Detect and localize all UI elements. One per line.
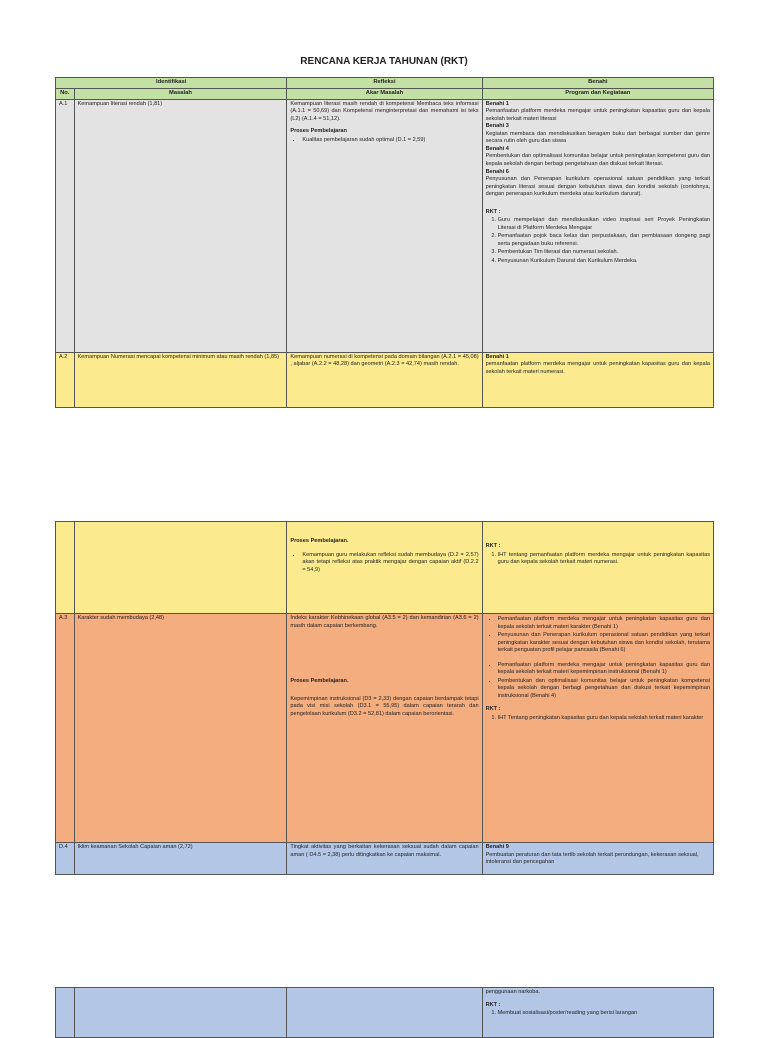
header-benahi: Benahi [482,78,713,89]
rkt-item: 1. Guru mempelajari dan mendiskusikan video inspirasi seri Proyek Peningkatan Literasi di Platform Merdeka Mengajar [498,217,710,232]
row-masalah: Iklim keamanan Sekolah Capaian aman (2,72) [74,843,287,875]
akar-text: Kemampuan literasi masih rendah di kompetensi Membaca teks informasi (A.1.1 = 50,69) dan Kompetensi menginterpretasi dan memahami isi teks (L2) (A.1.4 = 51,12). [290,100,479,122]
row-akar: Tingkat aktivitas yang berkaitan kekerasan seksual sudah dalam capaian aman ( D4.5 = 2,38) perlu ditingkatkan ke capaian maksimal. [287,843,482,875]
row-akar [287,614,482,843]
program-item: • Pembentukan dan optimalisasi komunitas belajar untuk peningkatan kompetensi kepala sekolah dengan berbagi pengetahuan dan diskusi terkait kepemimpinan instruksional (Benahi 4) [498,678,710,701]
row-program [482,843,713,875]
header-masalah: Masalah [74,88,287,99]
program-item: • Pemanfaatan platform merdeka mengajar untuk peningkatan kapasitas guru dan kepala sekolah terkait materi karakter (Benahi 1) [498,616,710,631]
row-no: A.3 [56,614,75,843]
rkt-item: 4. Penyusunan Kurikulum Darurat dan Kurikulum Merdeka. [498,258,710,266]
row-program [482,522,713,614]
rkt-title: RKT : [485,543,501,549]
row-no: A.1 [56,99,75,352]
row-masalah: Karakter sudah membudaya (2,48) [74,614,287,843]
row-masalah: Kemampuan Numerasi mencapai kompetensi minimum atau masih rendah (1,85) [74,352,287,407]
rkt-table-part-1 [55,77,714,408]
row-akar [287,99,482,352]
row-no: A.2 [56,352,75,407]
benahi-title: Benahi 4 [485,145,509,152]
row-masalah: Kemampuan literasi rendah (1,81) [74,99,287,352]
rkt-title: RKT : [485,706,501,713]
rkt-item: 2. Pemanfaatan pojok baca kelas dan perpustakaan, dan pembiasaan dongeng pagi serta pengadaan buku referensi. [498,233,710,248]
proses-title: Proses Pembelajaran. [290,678,349,685]
benahi-text: Pembentukan dan optimalisasi komunitas belajar untuk peningkatan kompetensi guru dan kepala sekolah dengan berbagi pengetahuan dan diskusi terkait literasi. [485,153,710,167]
akar-text: Indeks karakter Kebhinekaan global (A3.5 = 2) dan kemandirian (A3.6 = 2) masih dalam capaian berkembang. [290,615,479,629]
proses-title: Proses Pembelajaran. [290,538,349,544]
page-title: RENCANA KERJA TAHUNAN (RKT) [300,56,468,67]
row-akar: Kemampuan numerasi di kompetensi pada domain bilangan (A.2.1 = 45,08) , aljabar (A.2.2 = 48,28) dan geometri (A.2.3 = 42,74) masih rendah. [287,352,482,407]
benahi-title: Benahi 1 [485,353,509,360]
benahi-text: pemanfaatan platform merdeka mengajar untuk peningkatan kapasitas guru dan kepala sekolah terkait materi numerasi. [485,361,710,375]
header-row-group [56,78,714,89]
benahi-text: Penyusunan dan Penerapan kurikulum operasional satuan pendidikan yang terkait peningkatan literasi sesuai dengan kebutuhan siswa dan kondisi sekolah (contohnya, dengan penerapan kurikulum merdeka atau kurikulum darurat). [485,176,710,198]
table-row-a1 [56,99,714,352]
proses-item: • Kualitas pembelajaran sudah optimal (D.1 = 2,59) [302,137,478,145]
header-row-columns [56,88,714,99]
table-row-a2-continued [56,522,714,614]
header-refleksi: Refleksi [287,78,482,89]
header-no: No. [56,88,75,99]
benahi-title: Benahi 1 [485,100,509,107]
proses-title: Proses Pembelajaran [290,128,347,135]
program-item: • Pemanfaatan platform merdeka mengajar untuk peningkatan kapasitas guru dan kepala sekolah terkait materi kepemimpinan instruksional (Benahi 1) [498,662,710,677]
benahi-text: Kegiatan membaca dan mendiskusikan beragam buku dari berbagai sumber dan genre secara rutin oleh guru dan siswa [485,130,710,145]
rkt-title: RKT : [485,208,501,215]
benahi-text: Pembuatan peraturan dan tata tertib sekolah terkait perundungan, kekerasan seksual, intoleransi dan pencegahan [485,851,699,866]
rkt-item: 1. IHT tentang pemanfaatan platform merdeka mengajar untuk peningkatan kapasitas guru dan kepala sekolah terkait materi numerasi. [498,552,710,567]
rkt-title: RKT : [485,1001,501,1008]
table-row-a3 [56,614,714,843]
rkt-item: 1. Membuat sosialisasi/poster/reading yang berisi larangan [498,1010,710,1018]
benahi-text: penggunaan narkoba. [485,989,541,995]
row-program [482,614,713,843]
rkt-table-part-3 [55,987,714,1038]
program-item: • Penyusunan dan Penerapan kurikulum operasional satuan pendidikan yang terkait peningkatan karakter sesuai dengan kebutuhan siswa dan kondisi sekolah, terutama terkait penguatan profil pelajar pancasila (Benahi 6) [498,632,710,655]
row-program [482,988,713,1038]
table-row-d4 [56,843,714,875]
row-program [482,352,713,407]
header-program: Program dan Kegiataan [482,88,713,99]
benahi-text: Pemanfaatan platform merdeka mengajar untuk peningkatan kapasitas guru dan kepala sekolah terkait materi literasi [485,108,710,122]
header-identifikasi: Identifikasi [56,78,287,89]
table-row-a2 [56,352,714,407]
rkt-item: 1. IHT Tentang peningkatan kapasitas guru dan kepala sekolah terkait materi karakter [498,715,710,723]
benahi-title: Benahi 9 [485,844,509,850]
header-akar: Akar Masalah [287,88,482,99]
row-akar [287,522,482,614]
table-row-d4-continued [56,988,714,1038]
rkt-table-part-2 [55,521,714,875]
row-program [482,99,713,352]
rkt-item: 3. Pembentukan Tim literasi dan numerasi sekolah. [498,249,710,257]
row-no: D.4 [56,843,75,875]
proses-text: Kepemimpinan instruksional (D3 = 2,33) dengan capaian berdampak tetapi pada visi misi sekolah (D3.1 = 55,95) dalam capaian terarah dan pengelolaan kurikulum (D3.2 = 52,81) dalam capaian berorientasi. [290,695,479,717]
benahi-title: Benahi 6 [485,168,509,175]
proses-item: • Kemampuan guru melakukan refleksi sudah membudaya (D.2 = 2,57) akan tetapi refleksi atas praktik mengajar dengan capaian aktif (D.2.2 = 54,9) [302,552,478,575]
benahi-title: Benahi 3 [485,123,509,130]
